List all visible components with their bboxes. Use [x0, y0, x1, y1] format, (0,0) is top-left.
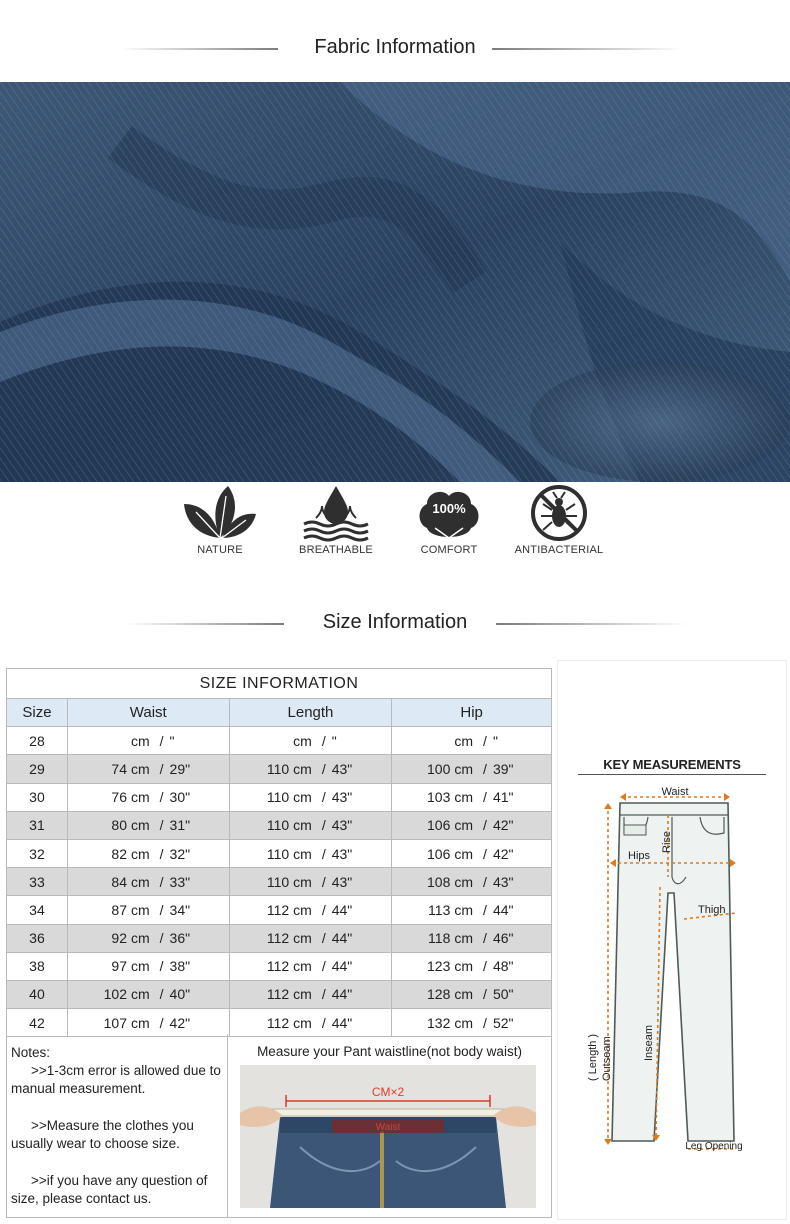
size-cell: 40 [7, 980, 68, 1008]
cm-unit: cm [454, 958, 474, 975]
table-row [7, 811, 552, 839]
inch-value: 42" [169, 1014, 191, 1031]
measurement-cell [67, 924, 229, 952]
inch-value: 46" [492, 930, 514, 947]
jeans-waist-image [240, 1065, 536, 1208]
cm-unit: cm [454, 845, 474, 862]
measure-waist-box [228, 1034, 552, 1218]
label-leg-opening: Leg Opening [685, 1141, 743, 1152]
label-waist: Waist [661, 786, 689, 798]
measurement-cell [229, 755, 392, 783]
cm-value: 108 [427, 873, 451, 890]
cm-unit: cm [293, 901, 312, 918]
feature-breathable [276, 484, 396, 556]
unit-separator: / [159, 732, 164, 749]
measurement-cell [392, 896, 552, 924]
cm-unit: cm [454, 817, 474, 834]
measurement-cell [67, 727, 229, 755]
unit-separator: / [483, 901, 487, 918]
cotton-100-icon [409, 484, 489, 542]
size-cell: 30 [7, 783, 68, 811]
size-cell: 28 [7, 727, 68, 755]
size-heading-title: Size Information [322, 611, 468, 633]
measurement-cell [229, 896, 392, 924]
cm-value: 132 [427, 1014, 451, 1031]
unit-separator: / [159, 1014, 164, 1031]
key-measurements-rule [578, 774, 766, 775]
cm-value: 112 [266, 1014, 290, 1031]
size-heading [0, 603, 790, 643]
cm-value: 112 [266, 930, 290, 947]
header-length: Length [229, 699, 392, 727]
unit-separator: / [483, 986, 487, 1003]
cm-value: 112 [266, 958, 290, 975]
notes-title: Notes: [11, 1045, 51, 1060]
unit-separator: / [483, 873, 487, 890]
cm-unit: cm [454, 986, 474, 1003]
unit-separator: / [483, 1014, 487, 1031]
measurement-cell [229, 868, 392, 896]
cm-unit: cm [293, 732, 312, 749]
heading-rule-right [496, 623, 688, 625]
size-table [6, 668, 552, 1037]
unit-separator: / [159, 901, 164, 918]
unit-separator: / [321, 1014, 326, 1031]
unit-separator: / [321, 732, 326, 749]
inch-value: 32" [169, 845, 191, 862]
inch-value: 43" [331, 845, 353, 862]
unit-separator: / [483, 789, 487, 806]
inch-value: 43" [331, 789, 353, 806]
cm-value: 112 [266, 986, 290, 1003]
size-cell: 38 [7, 952, 68, 980]
inch-value: 50" [492, 986, 514, 1003]
size-cell: 36 [7, 924, 68, 952]
cm-unit: cm [454, 732, 474, 749]
unit-separator: / [483, 732, 487, 749]
cm-value: 128 [427, 986, 451, 1003]
inch-value: 44" [331, 958, 353, 975]
cm-value: 110 [266, 845, 290, 862]
table-row [7, 783, 552, 811]
cm-value: 106 [427, 817, 451, 834]
cm-unit: cm [130, 901, 150, 918]
cm-unit: cm [454, 1014, 474, 1031]
measurement-cell [229, 727, 392, 755]
unit-separator: / [159, 930, 164, 947]
table-row [7, 896, 552, 924]
size-cell: 32 [7, 839, 68, 867]
cm-value: 84 [111, 873, 127, 890]
feature-comfort-label: COMFORT [420, 544, 478, 556]
measurement-cell [392, 1009, 552, 1037]
cm-value: 103 [427, 789, 451, 806]
measurement-cell [67, 811, 229, 839]
cm-unit: cm [454, 873, 474, 890]
unit-separator: / [483, 958, 487, 975]
cm-value: 123 [427, 958, 451, 975]
inch-value: 33" [169, 873, 191, 890]
size-cell: 42 [7, 1009, 68, 1037]
header-waist: Waist [67, 699, 229, 727]
cm-value: 113 [428, 901, 451, 918]
cm-value: 110 [266, 760, 290, 777]
unit-separator: / [483, 930, 487, 947]
unit-separator: / [321, 930, 326, 947]
note-item: >>if you have any question of size, please contact us. [11, 1173, 208, 1206]
measurement-cell [392, 811, 552, 839]
inch-value: 31" [169, 817, 191, 834]
inch-value: 42" [492, 845, 514, 862]
header-size: Size [7, 699, 68, 727]
size-cell: 34 [7, 896, 68, 924]
cm-unit: cm [130, 817, 150, 834]
measurement-cell [392, 924, 552, 952]
inch-value: 29" [169, 760, 191, 777]
measurement-cell [67, 980, 229, 1008]
size-cell: 29 [7, 755, 68, 783]
unit-separator: / [483, 760, 487, 777]
cm-unit: cm [293, 958, 312, 975]
no-bug-icon [519, 484, 599, 542]
measurement-cell [229, 1009, 392, 1037]
cm-unit: cm [293, 845, 312, 862]
unit-separator: / [321, 986, 326, 1003]
label-hips: Hips [628, 850, 651, 862]
table-row [7, 755, 552, 783]
inch-value: " [331, 732, 337, 749]
cm-value: 107 [103, 1014, 127, 1031]
cm-unit: cm [130, 789, 150, 806]
cm-unit: cm [130, 986, 150, 1003]
unit-separator: / [483, 817, 487, 834]
unit-separator: / [159, 873, 164, 890]
measurement-cell [392, 980, 552, 1008]
size-table-header [7, 699, 552, 727]
inch-value: 43" [331, 873, 353, 890]
measure-caption: Measure your Pant waistline(not body waist) [257, 1044, 522, 1059]
notes-box [6, 1034, 228, 1218]
water-drop-icon [296, 484, 376, 542]
inch-value: 30" [169, 789, 191, 806]
cm-value: 106 [427, 845, 451, 862]
cm-unit: cm [130, 873, 150, 890]
inch-value: 43" [331, 817, 353, 834]
measurement-cell [229, 783, 392, 811]
cm-unit: cm [293, 817, 312, 834]
feature-breathable-label: BREATHABLE [299, 544, 373, 556]
cm-unit: cm [454, 789, 474, 806]
cm-x2-label: CM×2 [371, 1085, 405, 1099]
cm-value: 102 [103, 986, 127, 1003]
cm-unit: cm [293, 1014, 312, 1031]
cm-value: 110 [266, 817, 290, 834]
measurement-cell [67, 868, 229, 896]
inch-value: 43" [492, 873, 514, 890]
cm-unit: cm [130, 1014, 150, 1031]
key-measurements-title: KEY MEASUREMENTS [603, 757, 741, 772]
measurement-cell [392, 839, 552, 867]
waist-tag-text: Waist [375, 1122, 401, 1133]
unit-separator: / [321, 789, 326, 806]
feature-antibacterial [499, 484, 619, 556]
cm-unit: cm [130, 958, 150, 975]
cotton-badge-text: 100% [432, 501, 466, 516]
cm-value: 97 [111, 958, 127, 975]
label-length: ( Length ) [587, 1033, 599, 1081]
measurement-cell [229, 952, 392, 980]
cm-unit: cm [454, 901, 474, 918]
inch-value: 38" [169, 958, 191, 975]
table-row [7, 839, 552, 867]
unit-separator: / [159, 760, 164, 777]
inch-value: 40" [169, 986, 191, 1003]
denim-fabric-photo [0, 82, 790, 482]
unit-separator: / [321, 760, 326, 777]
table-row [7, 924, 552, 952]
measurement-cell [229, 924, 392, 952]
feature-nature-label: NATURE [197, 544, 243, 556]
label-rise: Rise [661, 830, 673, 853]
inch-value: " [492, 732, 498, 749]
measurement-cell [392, 727, 552, 755]
inch-value: 34" [169, 901, 191, 918]
note-item: >>1-3cm error is allowed due to manual measurement. [11, 1063, 221, 1096]
cm-value: 112 [266, 901, 290, 918]
feature-nature [160, 484, 280, 556]
cm-unit: cm [130, 760, 150, 777]
measurement-cell [392, 952, 552, 980]
inch-value: 44" [331, 930, 353, 947]
denim-texture-image [0, 82, 790, 482]
table-row [7, 952, 552, 980]
cm-unit: cm [130, 930, 150, 947]
size-table-caption: SIZE INFORMATION [7, 669, 552, 699]
cm-value: 100 [427, 760, 451, 777]
measurement-cell [229, 811, 392, 839]
unit-separator: / [159, 845, 164, 862]
inch-value: 44" [331, 901, 353, 918]
cm-unit: cm [293, 873, 312, 890]
unit-separator: / [321, 845, 326, 862]
measurement-cell [229, 839, 392, 867]
cm-value: 110 [266, 789, 290, 806]
table-row [7, 980, 552, 1008]
cm-value: 80 [111, 817, 127, 834]
cm-unit: cm [293, 930, 312, 947]
cm-value: 74 [111, 760, 127, 777]
inch-value: 44" [492, 901, 514, 918]
feature-antibacterial-label: ANTIBACTERIAL [514, 544, 604, 556]
key-measurements-panel [557, 660, 787, 1220]
measurement-cell [67, 896, 229, 924]
cm-unit: cm [293, 986, 312, 1003]
unit-separator: / [321, 901, 326, 918]
cm-unit: cm [454, 930, 474, 947]
measurement-cell [67, 755, 229, 783]
unit-separator: / [321, 958, 326, 975]
table-row [7, 727, 552, 755]
table-row [7, 1009, 552, 1037]
unit-separator: / [483, 845, 487, 862]
measurement-cell [67, 1009, 229, 1037]
waist-measuring-photo [240, 1065, 536, 1208]
cm-unit: cm [293, 789, 312, 806]
table-row [7, 868, 552, 896]
cm-unit: cm [293, 760, 312, 777]
feature-comfort [389, 484, 509, 556]
measurement-cell [67, 952, 229, 980]
inch-value: 42" [492, 817, 514, 834]
inch-value: 43" [331, 760, 353, 777]
feature-icons-row [0, 484, 790, 564]
fabric-heading-title: Fabric Information [314, 36, 476, 58]
unit-separator: / [159, 789, 164, 806]
size-cell: 31 [7, 811, 68, 839]
label-thigh: Thigh [698, 904, 726, 916]
unit-separator: / [159, 958, 164, 975]
label-outseam: Outseam [601, 1036, 613, 1081]
inch-value: 48" [492, 958, 514, 975]
cm-unit: cm [454, 760, 474, 777]
size-cell: 33 [7, 868, 68, 896]
inch-value: " [169, 732, 175, 749]
cm-value: 87 [111, 901, 127, 918]
label-inseam: Inseam [643, 1024, 655, 1061]
cm-unit: cm [130, 845, 150, 862]
measurement-cell [392, 868, 552, 896]
measurement-cell [392, 783, 552, 811]
cm-value: 82 [111, 845, 127, 862]
cm-value: 110 [266, 873, 290, 890]
measurement-cell [67, 839, 229, 867]
measurement-cell [229, 980, 392, 1008]
unit-separator: / [159, 986, 164, 1003]
unit-separator: / [321, 873, 326, 890]
inch-value: 52" [492, 1014, 514, 1031]
heading-rule-right [492, 48, 684, 50]
header-hip: Hip [392, 699, 552, 727]
leaves-icon [180, 484, 260, 542]
inch-value: 44" [331, 1014, 353, 1031]
jeans-diagram [558, 781, 786, 1161]
unit-separator: / [159, 817, 164, 834]
unit-separator: / [321, 817, 326, 834]
cm-value: 118 [428, 930, 451, 947]
cm-unit: cm [130, 732, 150, 749]
measurement-cell [67, 783, 229, 811]
inch-value: 36" [169, 930, 191, 947]
measurement-cell [392, 755, 552, 783]
inch-value: 41" [492, 789, 514, 806]
fabric-heading [0, 28, 790, 68]
cm-value: 76 [111, 789, 127, 806]
size-table-body [7, 727, 552, 1037]
inch-value: 39" [492, 760, 514, 777]
inch-value: 44" [331, 986, 353, 1003]
cm-value: 92 [111, 930, 127, 947]
note-item: >>Measure the clothes you usually wear to choose size. [11, 1118, 194, 1151]
